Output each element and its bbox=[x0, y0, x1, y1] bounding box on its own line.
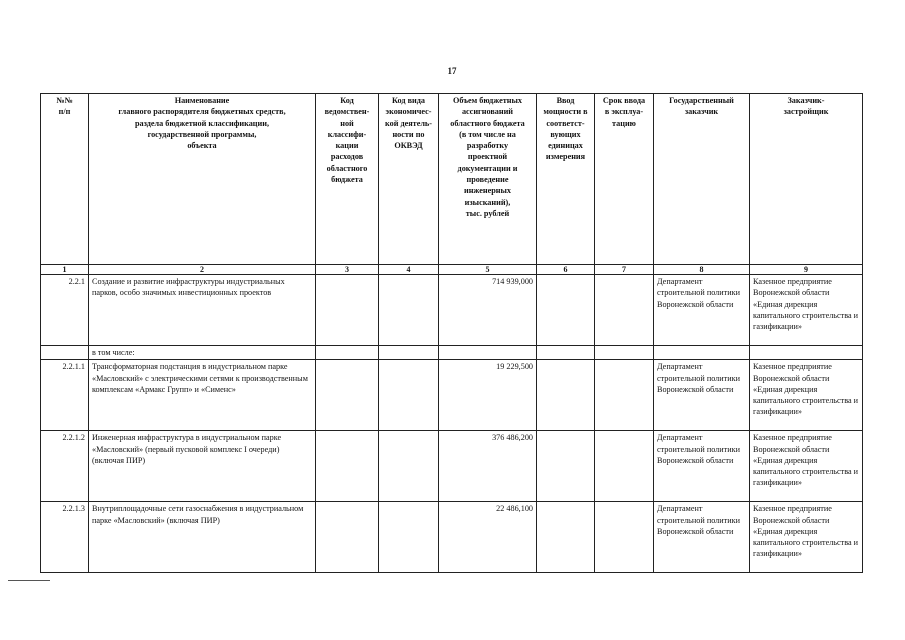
object-name: Трансформаторная подстанция в индустриальном парке «Масловский» с электрическими сетями к производственным комплексам «Армакс Групп» и «Сименс» bbox=[89, 360, 316, 431]
subheading-row bbox=[41, 346, 863, 360]
page-number: 17 bbox=[447, 66, 457, 76]
object-name: Инженерная инфраструктура в индустриальном парке «Масловский» (первый пусковой комплекс I очереди) (включая ПИР) bbox=[89, 431, 316, 502]
header-cell-commission-date: Срок ввода в эксплуа- тацию bbox=[595, 94, 654, 265]
developer bbox=[750, 346, 863, 360]
okved-code bbox=[379, 360, 439, 431]
column-number: 3 bbox=[316, 265, 379, 275]
budget-amount: 714 939,000 bbox=[439, 275, 537, 346]
state-customer: Департамент строительной политики Воронежской области bbox=[654, 431, 750, 502]
table-row bbox=[41, 502, 863, 573]
header-cell-capacity: Ввод мощности в соответст- вующих единицах измерения bbox=[537, 94, 595, 265]
developer: Казенное предприятие Воронежской области «Единая дирекция капитального строительства и газификации» bbox=[750, 275, 863, 346]
capacity bbox=[537, 275, 595, 346]
row-number bbox=[41, 346, 89, 360]
capacity bbox=[537, 431, 595, 502]
budget-amount: 376 486,200 bbox=[439, 431, 537, 502]
department-code bbox=[316, 275, 379, 346]
table-row bbox=[41, 360, 863, 431]
capacity bbox=[537, 502, 595, 573]
header-cell-budget-volume: Объем бюджетных ассигнований областного бюджета (в том числе на разработку проектной документации и проведение инженерных изысканий), тыс. рублей bbox=[439, 94, 537, 265]
state-customer bbox=[654, 346, 750, 360]
column-number: 2 bbox=[89, 265, 316, 275]
budget-amount: 22 486,100 bbox=[439, 502, 537, 573]
subheading-text: в том числе: bbox=[89, 346, 316, 360]
developer: Казенное предприятие Воронежской области «Единая дирекция капитального строительства и газификации» bbox=[750, 360, 863, 431]
column-number: 9 bbox=[750, 265, 863, 275]
commission-date bbox=[595, 360, 654, 431]
table-row bbox=[41, 431, 863, 502]
column-number: 8 bbox=[654, 265, 750, 275]
state-customer: Департамент строительной политики Воронежской области bbox=[654, 360, 750, 431]
commission-date bbox=[595, 431, 654, 502]
okved-code bbox=[379, 431, 439, 502]
header-cell-okved-code: Код вида экономичес- кой деятель- ности по ОКВЭД bbox=[379, 94, 439, 265]
department-code bbox=[316, 431, 379, 502]
column-number: 1 bbox=[41, 265, 89, 275]
row-number: 2.2.1.1 bbox=[41, 360, 89, 431]
okved-code bbox=[379, 502, 439, 573]
okved-code bbox=[379, 346, 439, 360]
department-code bbox=[316, 346, 379, 360]
budget-table bbox=[40, 93, 863, 573]
column-number: 5 bbox=[439, 265, 537, 275]
capacity bbox=[537, 346, 595, 360]
department-code bbox=[316, 360, 379, 431]
state-customer: Департамент строительной политики Воронежской области bbox=[654, 275, 750, 346]
row-number: 2.2.1.2 bbox=[41, 431, 89, 502]
column-number: 6 bbox=[537, 265, 595, 275]
row-number: 2.2.1.3 bbox=[41, 502, 89, 573]
header-cell-number: №№ п/п bbox=[41, 94, 89, 265]
budget-amount bbox=[439, 346, 537, 360]
column-number: 4 bbox=[379, 265, 439, 275]
department-code bbox=[316, 502, 379, 573]
header-cell-state-customer: Государственный заказчик bbox=[654, 94, 750, 265]
developer: Казенное предприятие Воронежской области «Единая дирекция капитального строительства и газификации» bbox=[750, 502, 863, 573]
state-customer: Департамент строительной политики Воронежской области bbox=[654, 502, 750, 573]
table-header-row bbox=[41, 94, 863, 265]
developer: Казенное предприятие Воронежской области «Единая дирекция капитального строительства и газификации» bbox=[750, 431, 863, 502]
margin-line bbox=[8, 580, 50, 581]
header-cell-name: Наименование главного распорядителя бюджетных средств, раздела бюджетной классификации, государственной программы, объекта bbox=[89, 94, 316, 265]
header-cell-developer: Заказчик- застройщик bbox=[750, 94, 863, 265]
capacity bbox=[537, 360, 595, 431]
table-row bbox=[41, 275, 863, 346]
object-name: Внутриплощадочные сети газоснабжения в индустриальном парке «Масловский» (включая ПИР) bbox=[89, 502, 316, 573]
commission-date bbox=[595, 275, 654, 346]
row-number: 2.2.1 bbox=[41, 275, 89, 346]
commission-date bbox=[595, 346, 654, 360]
okved-code bbox=[379, 275, 439, 346]
header-cell-department-code: Код ведомствен- ной классифи- кации расходов областного бюджета bbox=[316, 94, 379, 265]
column-number: 7 bbox=[595, 265, 654, 275]
budget-amount: 19 229,500 bbox=[439, 360, 537, 431]
commission-date bbox=[595, 502, 654, 573]
object-name: Создание и развитие инфраструктуры индустриальных парков, особо значимых инвестиционных проектов bbox=[89, 275, 316, 346]
column-number-row bbox=[41, 265, 863, 275]
